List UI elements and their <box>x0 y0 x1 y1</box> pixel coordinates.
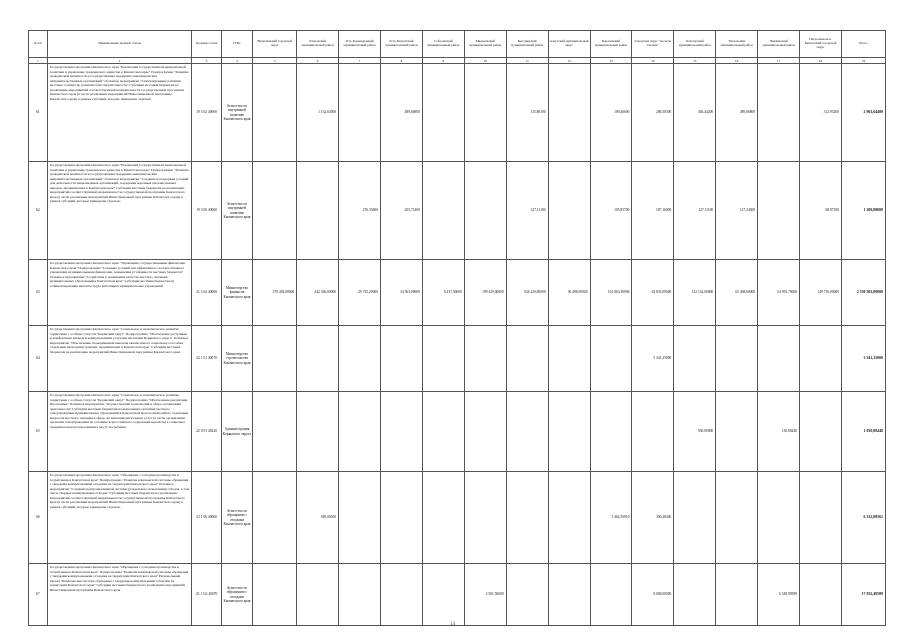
amount-cell: 1 132,64500 <box>297 64 339 162</box>
grbs-name: Министерство строительства Камчатского края <box>221 326 252 392</box>
table-header-row <box>29 31 886 58</box>
article-name: Государственная программа Камчатского края "Социальное и экономическое развитие территории с особым статусом "Корякский округ" Подпрограмма "Обеспечение доступным и комфортным жильем и коммунальными услугами населения Корякского округа" Основное мероприятие "Обеспечение своевременной выплаты ежемесячного социального пособия отдельным категориям граждан, проживающих в Камчатском крае" Субсидии местным бюджетам на реализацию мероприятий Инвестиционной программы Камчатского края <box>47 326 192 392</box>
amount-cell <box>758 64 800 162</box>
amount-cell: 569,06500 <box>297 472 339 564</box>
amount-cell <box>548 326 590 392</box>
grbs-name: Агентство по внутренней политике Камчатского края <box>221 64 252 162</box>
amount-cell <box>716 472 758 564</box>
column-number: 17 <box>758 58 800 64</box>
column-number: 4 <box>221 58 252 64</box>
amount-cell <box>422 326 464 392</box>
column-number: 16 <box>716 58 758 64</box>
table-row <box>29 64 886 162</box>
amount-cell <box>716 564 758 626</box>
row-number: 66 <box>29 472 48 564</box>
amount-cell: 205,71400 <box>380 162 422 260</box>
amount-cell: 5 462,55910 <box>590 472 632 564</box>
column-header: Олюторский муниципальный район <box>674 31 716 58</box>
column-header: ГРБС <box>221 31 252 58</box>
amount-cell: 442 356,00000 <box>297 260 339 326</box>
amount-cell: 54 993,70000 <box>758 260 800 326</box>
column-number: 11 <box>506 58 548 64</box>
amount-cell <box>253 326 297 392</box>
amount-cell: 456,44200 <box>674 64 716 162</box>
article-code: 23 1 G2 40070 <box>192 564 221 626</box>
table-row <box>29 564 886 626</box>
amount-cell <box>590 392 632 472</box>
amount-cell <box>297 326 339 392</box>
amount-cell <box>590 564 632 626</box>
amount-cell: 924 220,00000 <box>506 260 548 326</box>
grbs-name: Министерство финансов Камчатского края <box>221 260 252 326</box>
total-cell: 3 341,25000 <box>841 326 885 392</box>
amount-cell <box>339 564 381 626</box>
amount-cell <box>800 564 842 626</box>
amount-cell: 115,80100 <box>506 64 548 162</box>
document-sheet <box>28 30 886 626</box>
table-row <box>29 472 886 564</box>
article-code: 19 3 06 40060 <box>192 162 221 260</box>
amount-cell <box>253 472 297 564</box>
amount-cell: 489,66800 <box>380 64 422 162</box>
amount-cell: 286,50300 <box>632 64 674 162</box>
amount-cell <box>297 162 339 260</box>
column-number: 6 <box>297 58 339 64</box>
column-number: 18 <box>800 58 842 64</box>
column-number: 14 <box>632 58 674 64</box>
article-name: Государственная программа Камчатского края "Реализация государственной национальной политики и укрепление гражданского единства в Камчатском крае" Подпрограмма "Развитие гражданской активности и государственная поддержка некоммерческих неправительственных организаций" Основное мероприятие "Стимулирование развития местных сообществ, развитие благотворительности" Субсидии местным бюджетам на реализацию мероприятий соответствующей направленности государственной программы Камчатского края (в части реализации мероприятий Инвестиционной программы Камчатского края) в рамках субсидий, которые приведены отдельно <box>47 64 192 162</box>
amount-cell <box>506 392 548 472</box>
column-header: Целевая статья <box>192 31 221 58</box>
amount-cell <box>339 64 381 162</box>
amount-cell <box>716 326 758 392</box>
amount-cell <box>464 64 506 162</box>
table-body <box>29 64 886 626</box>
column-header: № п/п <box>29 31 48 58</box>
amount-cell <box>380 326 422 392</box>
article-code: 19 3 02 40060 <box>192 64 221 162</box>
total-cell: 1 200,00000 <box>841 162 885 260</box>
column-number: 12 <box>548 58 590 64</box>
amount-cell <box>339 326 381 392</box>
amount-cell <box>800 472 842 564</box>
article-name: Государственная программа Камчатского края "Управление государственными финансами Камчатского края" Подпрограмма "Создание условий для эффективного и ответственного управления муниципальными финансами, повышения устойчивости местных бюджетов" Основное мероприятие "Содействие в повышении качества местного значения муниципальных образований в Камчатском крае" Субсидии местным бюджетам на софинансирование выплаты труда работников муниципальных учреждений <box>47 260 192 326</box>
amount-cell <box>758 162 800 260</box>
amount-cell: 300,28440 <box>632 472 674 564</box>
row-number: 63 <box>29 260 48 326</box>
amount-cell: 127,24300 <box>716 162 758 260</box>
column-header: Карагинский муниципальный район <box>590 31 632 58</box>
amount-cell <box>758 472 800 564</box>
column-header: Алеутский муниципальный округ <box>548 31 590 58</box>
article-name: Государственная программа Камчатского края "Социальное и экономическое развитие территории с особым статусом "Корякский округ" Подпрограмма "Обеспечение реализации Программы" Основное мероприятие "Осуществление полномочий в сфере организации деятельности" Субсидии местным бюджетам на выполнение органами местного самоуправления муниципальных образований в Камчатском крае полномочий по отдельным вопросам местного значения в сфере организации ритуальных услуг (в части организации органами самоуправления на условиях всероссийского содержания ведомств) в социально-экономическом использовании к месту погребения <box>47 392 192 472</box>
amount-cell <box>716 392 758 472</box>
article-code: 21 3 02 40060 <box>192 260 221 326</box>
column-number: 2 <box>47 58 192 64</box>
amount-cell: 63 833,00000 <box>632 260 674 326</box>
column-header: Соболевский муниципальный район <box>422 31 464 58</box>
column-header: Усть-Камчатский муниципальный район <box>380 31 422 58</box>
amount-cell: 379 492,00000 <box>253 260 297 326</box>
amount-cell <box>548 472 590 564</box>
column-header: Вилючинский городской округ <box>253 31 297 58</box>
amount-cell <box>422 472 464 564</box>
row-number: 67 <box>29 564 48 626</box>
amount-cell <box>800 326 842 392</box>
column-number: 1 <box>29 58 48 64</box>
article-name: Государственная программа Камчатского края "Обращение с отходами производства и потребления в Камчатском крае" Подпрограмма "Развитие комплексной системы обращения с твердыми коммунальными отходами на территории Камчатского края" Основное мероприятие "Создание централизованной системы (раздельного накопления) отходов, в том числе твердых коммунальных отходов" Субсидии местным бюджетам на реализацию мероприятий соответствующей направленности государственной программы Камчатского края (в части реализации мероприятий Инвестиционной программы Камчатского края) в рамках субсидий, которые приведены отдельно <box>47 472 192 564</box>
amount-cell <box>506 564 548 626</box>
amount-cell: 489,66800 <box>716 64 758 162</box>
amount-cell: 127,11100 <box>506 162 548 260</box>
amount-cell <box>297 564 339 626</box>
amount-cell <box>253 64 297 162</box>
amount-cell <box>380 472 422 564</box>
column-number: 8 <box>380 58 422 64</box>
total-cell: 2 963,64400 <box>841 64 885 162</box>
column-number: 9 <box>422 58 464 64</box>
column-header: Всего <box>841 31 885 58</box>
amount-cell <box>548 392 590 472</box>
column-header: Быстринский муниципальный район <box>506 31 548 58</box>
article-code: 22 1 01 40070 <box>192 326 221 392</box>
amount-cell: 6 349,99589 <box>758 564 800 626</box>
amount-cell <box>464 162 506 260</box>
total-cell: 17 032,49589 <box>841 564 885 626</box>
budget-table <box>28 30 886 626</box>
amount-cell <box>339 472 381 564</box>
grbs-name: Агентство по внутренней политике Камчатского края <box>221 162 252 260</box>
amount-cell <box>590 326 632 392</box>
amount-cell: 6 237,30000 <box>422 260 464 326</box>
column-number: 19 <box>841 58 885 64</box>
amount-cell <box>674 326 716 392</box>
column-number: 3 <box>192 58 221 64</box>
amount-cell <box>422 392 464 472</box>
column-number: 5 <box>253 58 297 64</box>
amount-cell <box>422 64 464 162</box>
total-cell: 1 030,08440 <box>841 392 885 472</box>
amount-cell: 312,93200 <box>800 64 842 162</box>
amount-cell: 112 132,00000 <box>674 260 716 326</box>
amount-cell <box>422 162 464 260</box>
amount-cell: 65 498,60000 <box>716 260 758 326</box>
amount-cell: 149 756,00000 <box>800 260 842 326</box>
amount-cell: 189,46600 <box>590 64 632 162</box>
article-code: 23 1 06 40060 <box>192 472 221 564</box>
amount-cell <box>339 392 381 472</box>
amount-cell: 5 341,25000 <box>632 326 674 392</box>
column-header: Усть-Большерецкий муниципальный район <box>339 31 381 58</box>
amount-cell <box>506 326 548 392</box>
amount-cell <box>464 392 506 472</box>
amount-cell: 161 863,30000 <box>590 260 632 326</box>
amount-cell <box>464 326 506 392</box>
article-name: Государственная программа Камчатского края "Обращение с отходами производства и потребления в Камчатском крае" Подпрограмма "Развитие комплексной системы обращения с твердыми коммунальными отходами на территории Камчатского края" Региональный проект "Комплексная система обращения с твердыми коммунальными отходами на территории Камчатского края" Субсидии местным бюджетам на реализацию мероприятий Инвестиционной программы Камчатского края <box>47 564 192 626</box>
amount-cell: 127,11100 <box>674 162 716 260</box>
total-cell: 6 332,00561 <box>841 472 885 564</box>
column-header: Тигильский муниципальный район <box>716 31 758 58</box>
column-number: 15 <box>674 58 716 64</box>
amount-cell <box>674 564 716 626</box>
amount-cell <box>548 564 590 626</box>
amount-cell <box>548 64 590 162</box>
row-number: 64 <box>29 326 48 392</box>
amount-cell: 34 563,00000 <box>380 260 422 326</box>
row-number: 61 <box>29 64 48 162</box>
amount-cell <box>253 392 297 472</box>
amount-cell <box>674 472 716 564</box>
column-header: Мильковский муниципальный район <box>464 31 506 58</box>
amount-cell <box>380 564 422 626</box>
amount-cell: 2 581,50000 <box>464 564 506 626</box>
amount-cell <box>632 392 674 472</box>
row-number: 62 <box>29 162 48 260</box>
amount-cell: 29 745,20000 <box>339 260 381 326</box>
amount-cell: 199 429,00000 <box>464 260 506 326</box>
amount-cell <box>800 392 842 472</box>
column-header: Петропавловск-Камчатский городской округ <box>800 31 842 58</box>
table-row <box>29 392 886 472</box>
amount-cell <box>297 392 339 472</box>
amount-cell <box>380 392 422 472</box>
table-row <box>29 260 886 326</box>
total-cell: 2 550 302,00000 <box>841 260 885 326</box>
article-name: Государственная программа Камчатского края "Реализация государственной национальной политики и укрепление гражданского единства в Камчатском крае" Подпрограмма "Развитие гражданской активности и государственная поддержка некоммерческих неправительственных организаций" Основное мероприятие "Создание и поддержка условий для деятельности национальных организаций, поддержки коренных малочисленных народов, проживающих в Камчатском крае" Субсидии местным бюджетам на реализацию мероприятий соответствующей направленности государственной программы Камчатского края (в части реализации мероприятий Инвестиционной программы Камчатского края) в рамках субсидий, которые приведены отдельно <box>47 162 192 260</box>
amount-cell: 187,16000 <box>632 162 674 260</box>
amount-cell: 105,85700 <box>590 162 632 260</box>
amount-cell <box>422 564 464 626</box>
amount-cell: 276,33600 <box>339 162 381 260</box>
amount-cell: 130,08440 <box>758 392 800 472</box>
table-row <box>29 326 886 392</box>
amount-cell <box>464 472 506 564</box>
article-code: 22 9 01 40220 <box>192 392 221 472</box>
table-row <box>29 162 886 260</box>
column-header: Елизовский муниципальный район <box>297 31 339 58</box>
amount-cell <box>253 564 297 626</box>
amount-cell <box>506 472 548 564</box>
column-header: Городской округ "поселок Палана" <box>632 31 674 58</box>
row-number: 65 <box>29 392 48 472</box>
grbs-name: Агентство по обращению с отходами Камчатского края <box>221 472 252 564</box>
column-number: 10 <box>464 58 506 64</box>
amount-cell <box>758 326 800 392</box>
column-number: 13 <box>590 58 632 64</box>
amount-cell: 36 498,50000 <box>548 260 590 326</box>
column-number: 7 <box>339 58 381 64</box>
page-number: 14 <box>450 622 455 627</box>
amount-cell: 950,00000 <box>674 392 716 472</box>
amount-cell: 68,97100 <box>800 162 842 260</box>
amount-cell <box>253 162 297 260</box>
amount-cell <box>548 162 590 260</box>
column-header: Пенжинский муниципальный район <box>758 31 800 58</box>
grbs-name: Агентство по обращению с отходами Камчатского края <box>221 564 252 626</box>
amount-cell: 8 000,00000 <box>632 564 674 626</box>
grbs-name: Администрация Корякского округа <box>221 392 252 472</box>
column-header: Наименование целевой статьи <box>47 31 192 58</box>
